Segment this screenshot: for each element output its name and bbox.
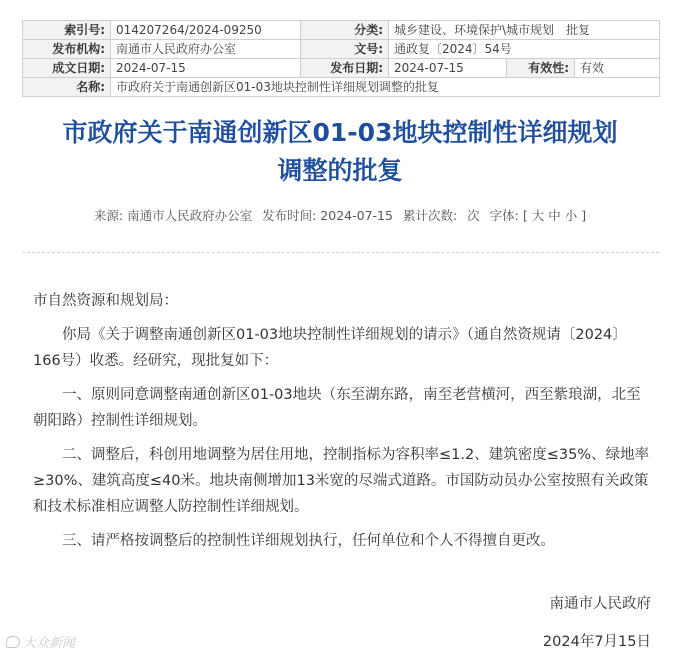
bracket-open: [ xyxy=(522,208,528,223)
source-value: 南通市人民政府办公室 xyxy=(127,208,253,223)
index-value: 014207264/2024-09250 xyxy=(111,21,301,40)
body-paragraph: 二、调整后，科创用地调整为居住用地，控制指标为容积率≤1.2、建筑密度≤35%、绿地率≥30%、建筑高度≤40米。地块南侧增加13米宽的尽端式道路。市国防动员办公室按照有关政策和技术标准相应调整人防控制性详细规划。 xyxy=(33,447,650,515)
name-value: 市政府关于南通创新区01-03地块控制性详细规划调整的批复 xyxy=(111,78,660,97)
view-count-suffix: 次 xyxy=(467,208,480,223)
metadata-row xyxy=(23,78,660,97)
article-body xyxy=(33,288,651,562)
body-paragraph: 三、请严格按调整后的控制性详细规划执行，任何单位和个人不得擅自更改。 xyxy=(62,533,555,549)
title-line: 市政府关于南通创新区01-03地块控制性详细规划 xyxy=(62,118,618,147)
published-date-value: 2024-07-15 xyxy=(389,59,507,78)
metadata-row xyxy=(23,40,660,59)
font-size-label: 字体: xyxy=(489,208,519,223)
speech-bubble-icon xyxy=(6,636,20,648)
name-label: 名称: xyxy=(23,78,111,97)
validity-value: 有效 xyxy=(575,59,660,78)
font-size-small-button[interactable]: 小 xyxy=(564,208,578,223)
published-date-label: 发布日期: xyxy=(301,59,389,78)
metadata-row xyxy=(23,21,660,40)
docno-value: 通政复〔2024〕54号 xyxy=(389,40,660,59)
watermark-text: 大众新闻 xyxy=(23,636,76,651)
divider xyxy=(22,252,659,253)
signature: 南通市人民政府 xyxy=(549,596,651,612)
validity-label: 有效性: xyxy=(507,59,575,78)
category-value: 城乡建设、环境保护\城市规划 批复 xyxy=(389,21,660,40)
created-date-value: 2024-07-15 xyxy=(111,59,301,78)
index-label: 索引号: xyxy=(23,21,111,40)
signature-date: 2024年7月15日 xyxy=(542,634,651,650)
publish-time-label: 发布时间: xyxy=(262,208,317,223)
addressee: 市自然资源和规划局： xyxy=(33,293,178,309)
category-label: 分类: xyxy=(301,21,389,40)
metadata-row xyxy=(23,59,660,78)
view-count-label: 累计次数: xyxy=(402,208,458,223)
watermark xyxy=(6,632,75,651)
bracket-close: ] xyxy=(581,208,587,223)
page-title xyxy=(0,114,680,190)
publish-time-value: 2024-07-15 xyxy=(320,208,393,223)
article-info-bar xyxy=(0,206,680,224)
issuer-value: 南通市人民政府办公室 xyxy=(111,40,301,59)
font-size-large-button[interactable]: 大 xyxy=(531,208,545,223)
metadata-table xyxy=(22,20,660,97)
source-label: 来源: xyxy=(93,208,124,223)
created-date-label: 成文日期: xyxy=(23,59,111,78)
body-paragraph: 一、原则同意调整南通创新区01-03地块（东至湖东路，南至老营横河，西至紫琅湖，北至朝阳路）控制性详细规划。 xyxy=(33,387,641,429)
body-paragraph: 你局《关于调整南通创新区01-03地块控制性详细规划的请示》（通自然资规请〔2024〕166号）收悉。经研究，现批复如下： xyxy=(33,327,627,369)
issuer-label: 发布机构: xyxy=(23,40,111,59)
title-line: 调整的批复 xyxy=(277,156,403,185)
docno-label: 文号: xyxy=(301,40,389,59)
font-size-medium-button[interactable]: 中 xyxy=(548,208,561,223)
